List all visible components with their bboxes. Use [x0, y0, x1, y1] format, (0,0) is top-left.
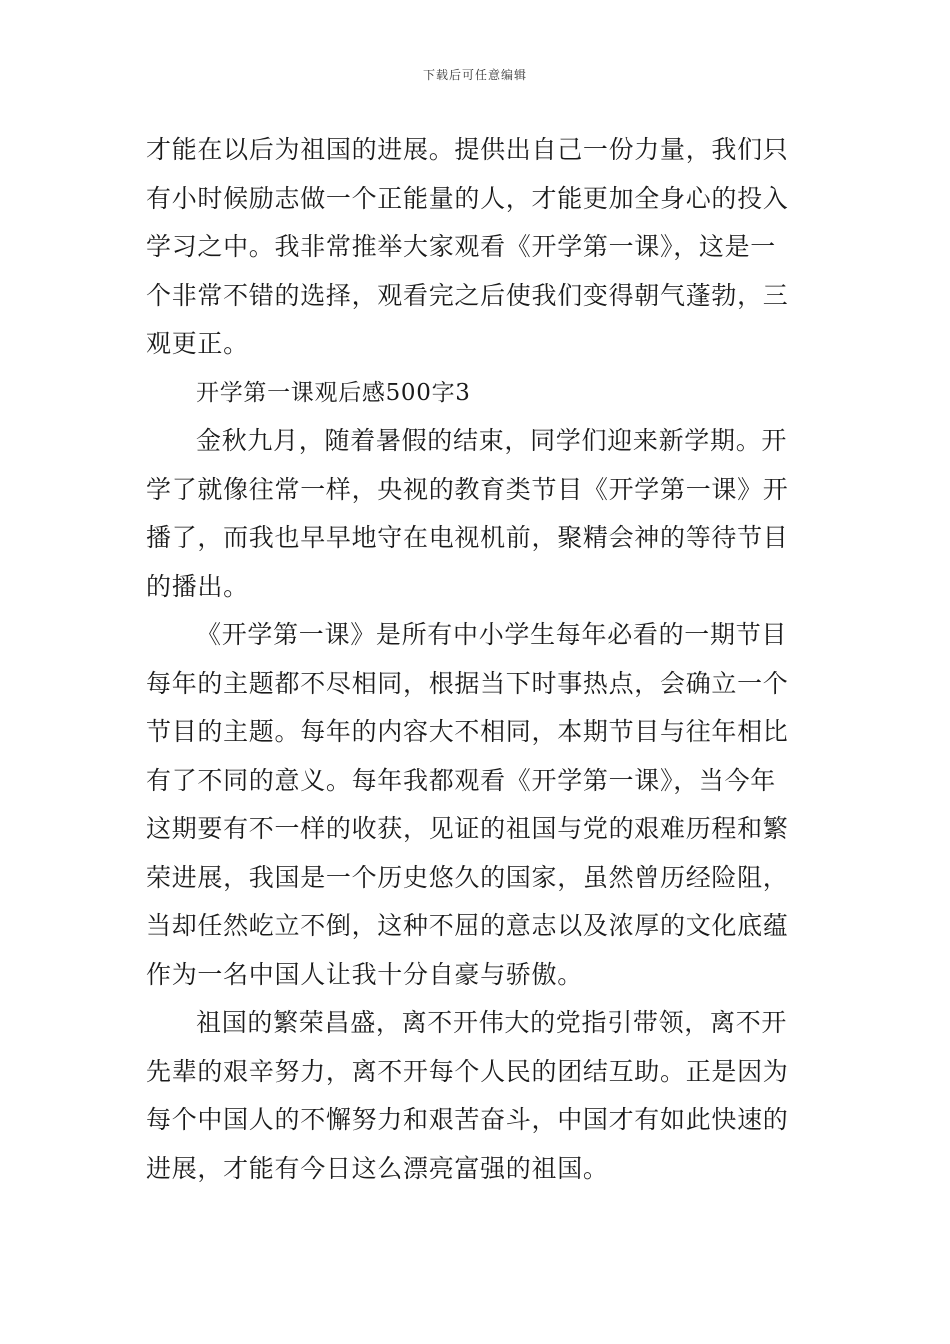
text-line: 先辈的艰辛努力，离不开每个人民的团结互助。正是因为: [146, 1056, 789, 1086]
text-line: 学习之中。我非常推举大家观看《开学第一课》，这是一: [146, 232, 777, 261]
text-line: 这期要有不一样的收获，见证的祖国与党的艰难历程和繁: [146, 814, 789, 843]
text-line: 当却任然屹立不倒，这种不屈的意志以及浓厚的文化底蕴: [146, 911, 789, 940]
paragraph-start-line: 祖国的繁荣昌盛，离不开伟大的党指引带领，离不开: [196, 1008, 788, 1037]
text-line: 每年的主题都不尽相同，根据当下时事热点，会确立一个: [146, 668, 789, 698]
text-line: 作为一名中国人让我十分自豪与骄傲。: [146, 959, 583, 989]
text-line: 个非常不错的选择，观看完之后使我们变得朝气蓬勃，三: [146, 280, 789, 310]
text-line: 学了就像往常一样，央视的教育类节目《开学第一课》开: [146, 474, 789, 504]
document-body: [146, 126, 811, 1193]
text-line: 每个中国人的不懈努力和艰苦奋斗，中国才有如此快速的: [146, 1105, 789, 1134]
text-line: 有了不同的意义。每年我都观看《开学第一课》，当今年: [146, 765, 777, 795]
text-line: 的播出。: [146, 571, 249, 601]
text-line: 进展，才能有今日这么漂亮富强的祖国。: [146, 1153, 609, 1183]
page-header-note: 下载后可任意编辑: [422, 68, 527, 82]
text-line: 节目的主题。每年的内容大不相同，本期节目与往年相比: [146, 717, 789, 746]
paragraph-start-line: 金秋九月，随着暑假的结束，同学们迎来新学期。开: [196, 426, 788, 455]
text-line: 观更正。: [146, 329, 249, 358]
text-line: 荣进展，我国是一个历史悠久的国家，虽然曾历经险阻，: [146, 862, 789, 892]
text-line: 有小时候励志做一个正能量的人，才能更加全身心的投入: [146, 183, 789, 213]
text-line: 才能在以后为祖国的进展。提供出自己一份力量，我们只: [146, 135, 789, 164]
text-line: 播了，而我也早早地守在电视机前，聚精会神的等待节目: [146, 523, 789, 552]
paragraph-start-line: 《开学第一课》是所有中小学生每年必看的一期节目: [196, 620, 788, 649]
section-heading: 开学第一课观后感500字3: [196, 379, 471, 406]
